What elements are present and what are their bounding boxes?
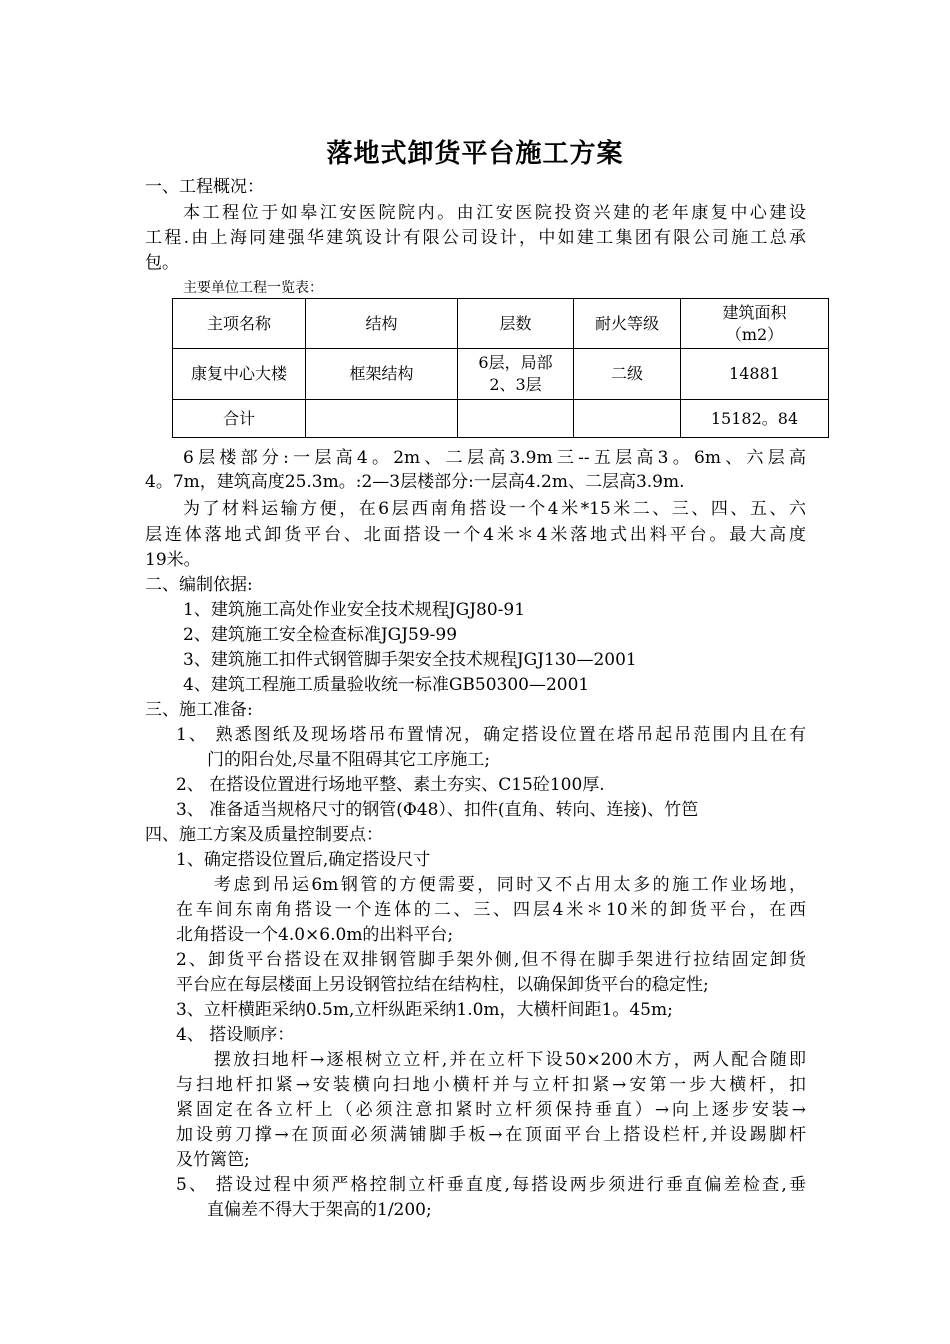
table-cell: 14881 [681,349,829,400]
section2-heading: 二、编制依据: [145,575,253,595]
header-area-label: 建筑面积 [722,302,787,322]
header-area-unit: （m2） [725,324,784,344]
document-title: 落地式卸货平台施工方案 [326,139,624,169]
platform-text-line: 19米。 [145,550,201,570]
plan-item: 1、确定搭设位置后,确定搭设尺寸 [176,850,431,870]
plan-item-continued: 平台应在每层楼面上另设钢管拉结在结构柱，以确保卸货平台的稳定性; [176,975,709,995]
sequence-line: 摆放扫地杆→逐根树立立杆,并在立杆下设50×200木方，两人配合随即 [214,1050,806,1070]
table-total-row [173,400,829,438]
basis-item: 3、建筑施工扣件式钢管脚手架安全技术规程JGJ130—2001 [183,650,637,670]
prep-item: 3、 准备适当规格尺寸的钢管(Φ48）、扣件(直角、转向、连接)、竹笆 [176,800,699,820]
section3-heading: 三、施工准备: [145,700,253,720]
plan-item: 5、 搭设过程中须严格控制立杆垂直度,每搭设两步须进行垂直偏差检查,垂 [176,1175,806,1195]
plan-item-detail: 北角搭设一个4.0×6.0m的出料平台; [176,925,454,945]
platform-text-line: 层连体落地式卸货平台、北面搭设一个4米＊4米落地式出料平台。最大高度 [145,525,806,545]
table-cell [306,400,458,438]
header-cell [681,299,829,349]
sequence-line: 加设剪刀撑→在顶面必须满铺脚手板→在顶面平台上搭设栏杆,并设踢脚杆 [176,1125,806,1145]
prep-item: 2、 在搭设位置进行场地平整、素土夯实、C15砼100厚. [176,775,605,795]
section1-intro-line: 包。 [145,253,179,273]
floors-line: 2、3层 [489,375,542,394]
sequence-line: 紧固定在各立杆上（必须注意扣紧时立杆须保持垂直）→向上逐步安装→ [176,1100,806,1120]
basis-item: 1、建筑施工高处作业安全技术规程JGJ80-91 [183,600,526,620]
section1-intro-line: 本工程位于如皋江安医院院内。由江安医院投资兴建的老年康复中心建设 [183,203,806,223]
header-cell: 主项名称 [173,299,306,349]
section4-heading: 四、施工方案及质量控制要点： [145,825,383,845]
table-caption: 主要单位工程一览表： [183,280,323,296]
table-cell: 15182。84 [681,400,829,438]
table-cell: 二级 [574,349,681,400]
floors-text-line: 4。7m，建筑高度25.3m。:2—3层楼部分:一层高4.2m、二层高3.9m. [145,472,685,492]
floors-text-line: 6层楼部分:一层高4。2m、二层高3.9m三--五层高3。6m、六层高 [183,448,806,468]
sequence-line: 与扫地杆扣紧→安装横向扫地小横杆并与立杆扣紧→安第一步大横杆，扣 [176,1075,806,1095]
floors-line: 6层，局部 [478,353,553,372]
sequence-line: 及竹篱笆; [176,1150,250,1170]
basis-item: 2、建筑施工安全检查标准JGJ59-99 [183,625,458,645]
plan-item: 4、 搭设顺序： [176,1025,295,1045]
plan-item: 3、立杆横距采纳0.5m,立杆纵距采纳1.0m，大横杆间距1。45m; [176,1000,673,1020]
table-cell [458,400,574,438]
section1-heading: 一、工程概况： [145,177,264,197]
table-header-row [173,299,829,349]
basis-item: 4、建筑工程施工质量验收统一标准GB50300—2001 [183,675,590,695]
prep-item-continued: 门的阳台处,尽量不阻碍其它工序施工; [207,750,491,770]
platform-text-line: 为了材料运输方便，在6层西南角搭设一个4米*15米二、三、四、五、六 [183,499,806,519]
plan-item: 2、卸货平台搭设在双排钢管脚手架外侧,但不得在脚手架进行拉结固定卸货 [176,950,806,970]
table-row [173,349,829,400]
section1-intro-line: 工程.由上海同建强华建筑设计有限公司设计，中如建工集团有限公司施工总承 [145,228,806,248]
unit-project-table [172,298,829,438]
header-cell: 结构 [306,299,458,349]
plan-item-detail: 考虑到吊运6m钢管的方便需要，同时又不占用太多的施工作业场地， [214,875,806,895]
prep-item: 1、 熟悉图纸及现场塔吊布置情况，确定搭设位置在塔吊起吊范围内且在有 [176,725,806,745]
plan-item-detail: 在车间东南角搭设一个连体的二、三、四层4米＊10米的卸货平台，在西 [176,900,806,920]
table-cell: 合计 [173,400,306,438]
table-cell: 康复中心大楼 [173,349,306,400]
table-cell [574,400,681,438]
table-cell: 框架结构 [306,349,458,400]
table-cell [458,349,574,400]
header-cell: 耐火等级 [574,299,681,349]
header-cell: 层数 [458,299,574,349]
plan-item-continued: 直偏差不得大于架高的1/200; [207,1200,432,1220]
